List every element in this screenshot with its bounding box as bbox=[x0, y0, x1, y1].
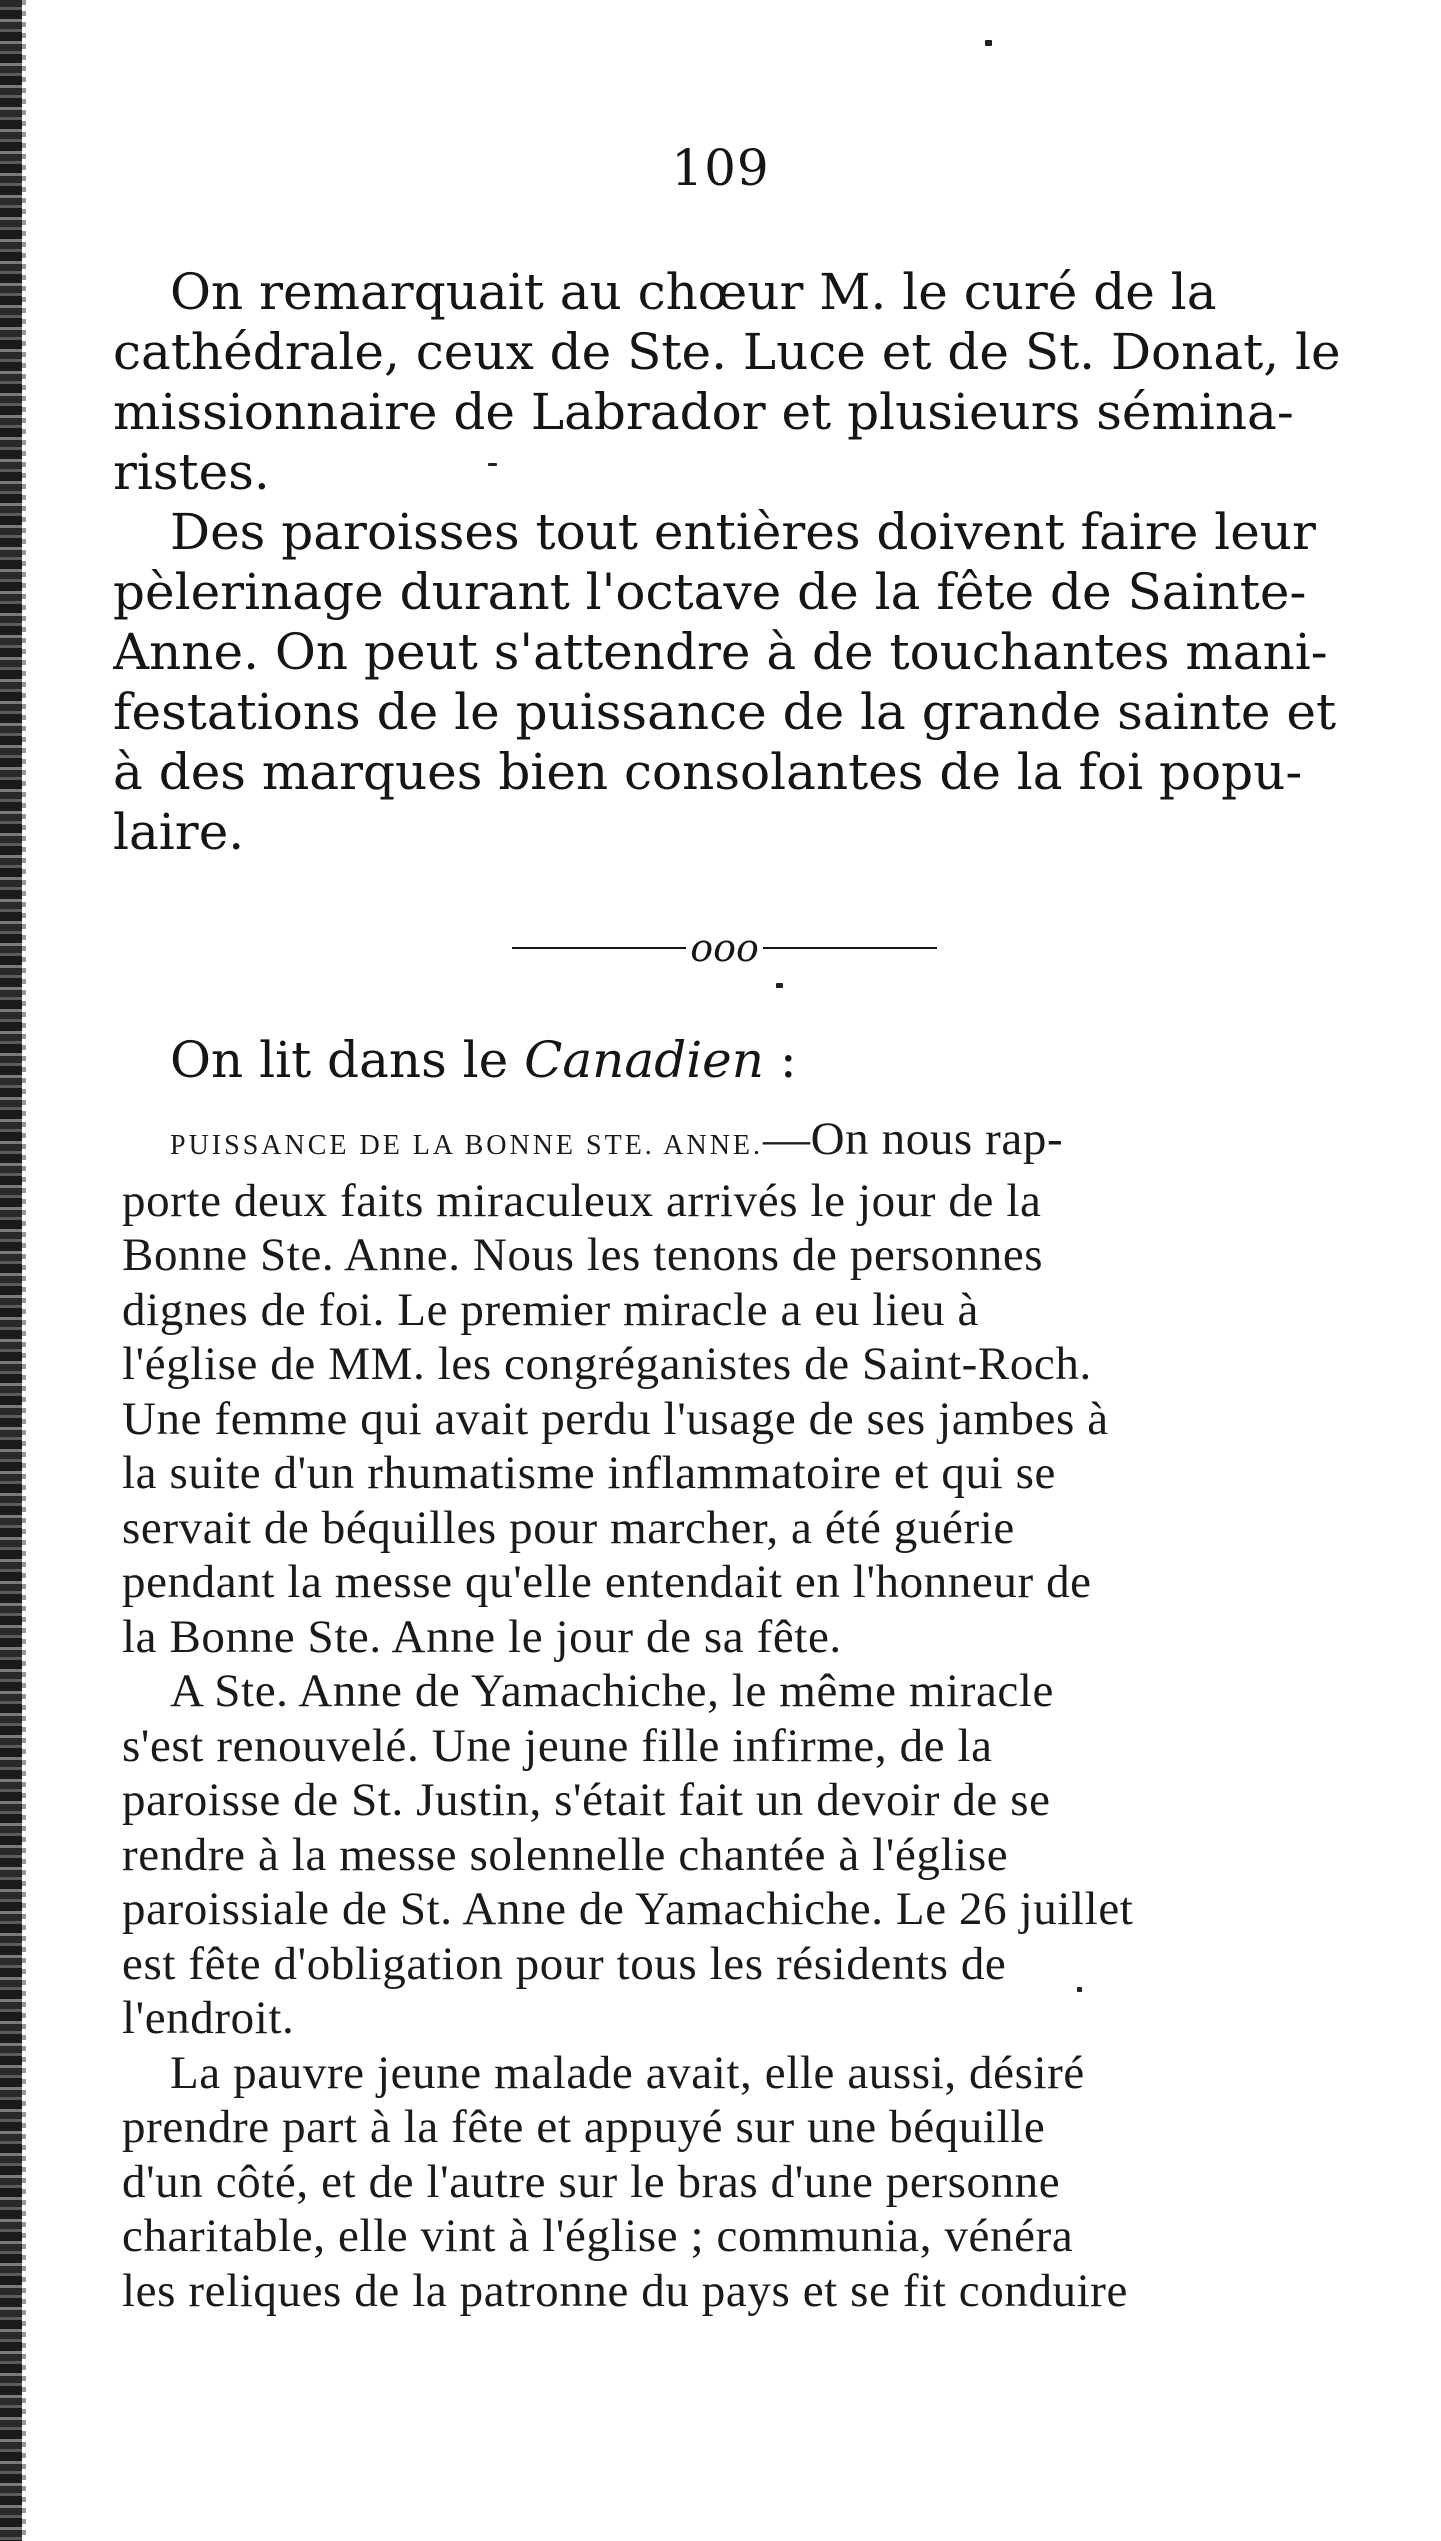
text-line: Des paroisses tout entières doivent faire leur bbox=[170, 503, 1316, 561]
article bbox=[122, 1112, 1362, 2318]
text-line: d'un côté, et de l'autre sur le bras d'une personne bbox=[122, 2155, 1061, 2208]
text-line: à des marques bien consolantes de la foi popu- bbox=[113, 743, 1303, 801]
text-line: prendre part à la fête et appuyé sur une béquille bbox=[122, 2101, 1046, 2153]
text-line: charitable, elle vint à l'église ; communia, vénéra bbox=[122, 2210, 1074, 2262]
text-line: l'église de MM. les congréganistes de Saint-Roch. bbox=[122, 1338, 1092, 1390]
text-line: servait de béquilles pour marcher, a été guérie bbox=[122, 1501, 1015, 1554]
separator-rule-left bbox=[512, 947, 686, 949]
text-line: laire. bbox=[113, 803, 245, 861]
text-line: la Bonne Ste. Anne le jour de sa fête. bbox=[122, 1610, 842, 1663]
article-first-line bbox=[122, 1112, 1362, 1174]
scan-speck bbox=[985, 40, 992, 46]
text-line: festations de le puissance de la grande sainte et bbox=[113, 683, 1337, 741]
separator-mark: ooo bbox=[690, 926, 759, 970]
separator-rule-right bbox=[763, 947, 937, 949]
scan-speck bbox=[776, 983, 783, 988]
text-line: On remarquait au chœur M. le curé de la bbox=[170, 263, 1217, 321]
text-line: ristes. bbox=[113, 443, 270, 501]
text-line: est fête d'obligation pour tous les résidents de bbox=[122, 1937, 1007, 1990]
text-line: la suite d'un rhumatisme inflammatoire et qui se bbox=[122, 1447, 1056, 1499]
text-line: porte deux faits miraculeux arrivés le jour de la bbox=[122, 1174, 1042, 1227]
text-line: pendant la messe qu'elle entendait en l'honneur de bbox=[122, 1556, 1092, 1608]
page-binding-edge bbox=[0, 0, 22, 2541]
intro-suffix: : bbox=[763, 1031, 797, 1089]
text-line: l'endroit. bbox=[122, 1992, 295, 2044]
source-name: Canadien bbox=[524, 1031, 764, 1089]
section-separator bbox=[512, 918, 937, 978]
intro-prefix: On lit dans le bbox=[170, 1031, 525, 1089]
text-line: pèlerinage durant l'octave de la fête de Sainte- bbox=[113, 563, 1307, 621]
text-line: les reliques de la patronne du pays et se fit conduire bbox=[122, 2264, 1129, 2317]
source-intro bbox=[170, 1030, 797, 1090]
text-line: paroissiale de St. Anne de Yamachiche. Le 26 juillet bbox=[122, 1883, 1134, 1935]
page-number: 109 bbox=[671, 139, 770, 197]
text-line: dignes de foi. Le premier miracle a eu lieu à bbox=[122, 1283, 979, 1336]
paragraph bbox=[113, 262, 1360, 502]
text-line: Bonne Ste. Anne. Nous les tenons de personnes bbox=[122, 1229, 1044, 1281]
text-line: missionnaire de Labrador et plusieurs sémina- bbox=[113, 383, 1294, 441]
text-line: paroisse de St. Justin, s'était fait un devoir de se bbox=[122, 1774, 1051, 1826]
text-line: s'est renouvelé. Une jeune fille infirme, de la bbox=[122, 1719, 993, 1772]
text-line: La pauvre jeune malade avait, elle aussi, désiré bbox=[170, 2046, 1085, 2099]
article-heading-tail: —On nous rap- bbox=[763, 1113, 1064, 1165]
text-line: cathédrale, ceux de Ste. Luce et de St. Donat, le bbox=[113, 323, 1341, 381]
paragraph bbox=[113, 502, 1360, 862]
article-heading: PUISSANCE DE LA BONNE STE. ANNE. bbox=[170, 1130, 764, 1161]
text-line: Une femme qui avait perdu l'usage de ses jambes à bbox=[122, 1392, 1109, 1445]
text-line: Anne. On peut s'attendre à de touchantes mani- bbox=[113, 623, 1328, 681]
text-line: rendre à la messe solennelle chantée à l'église bbox=[122, 1828, 1009, 1881]
text-line: A Ste. Anne de Yamachiche, le même miracle bbox=[170, 1665, 1055, 1717]
